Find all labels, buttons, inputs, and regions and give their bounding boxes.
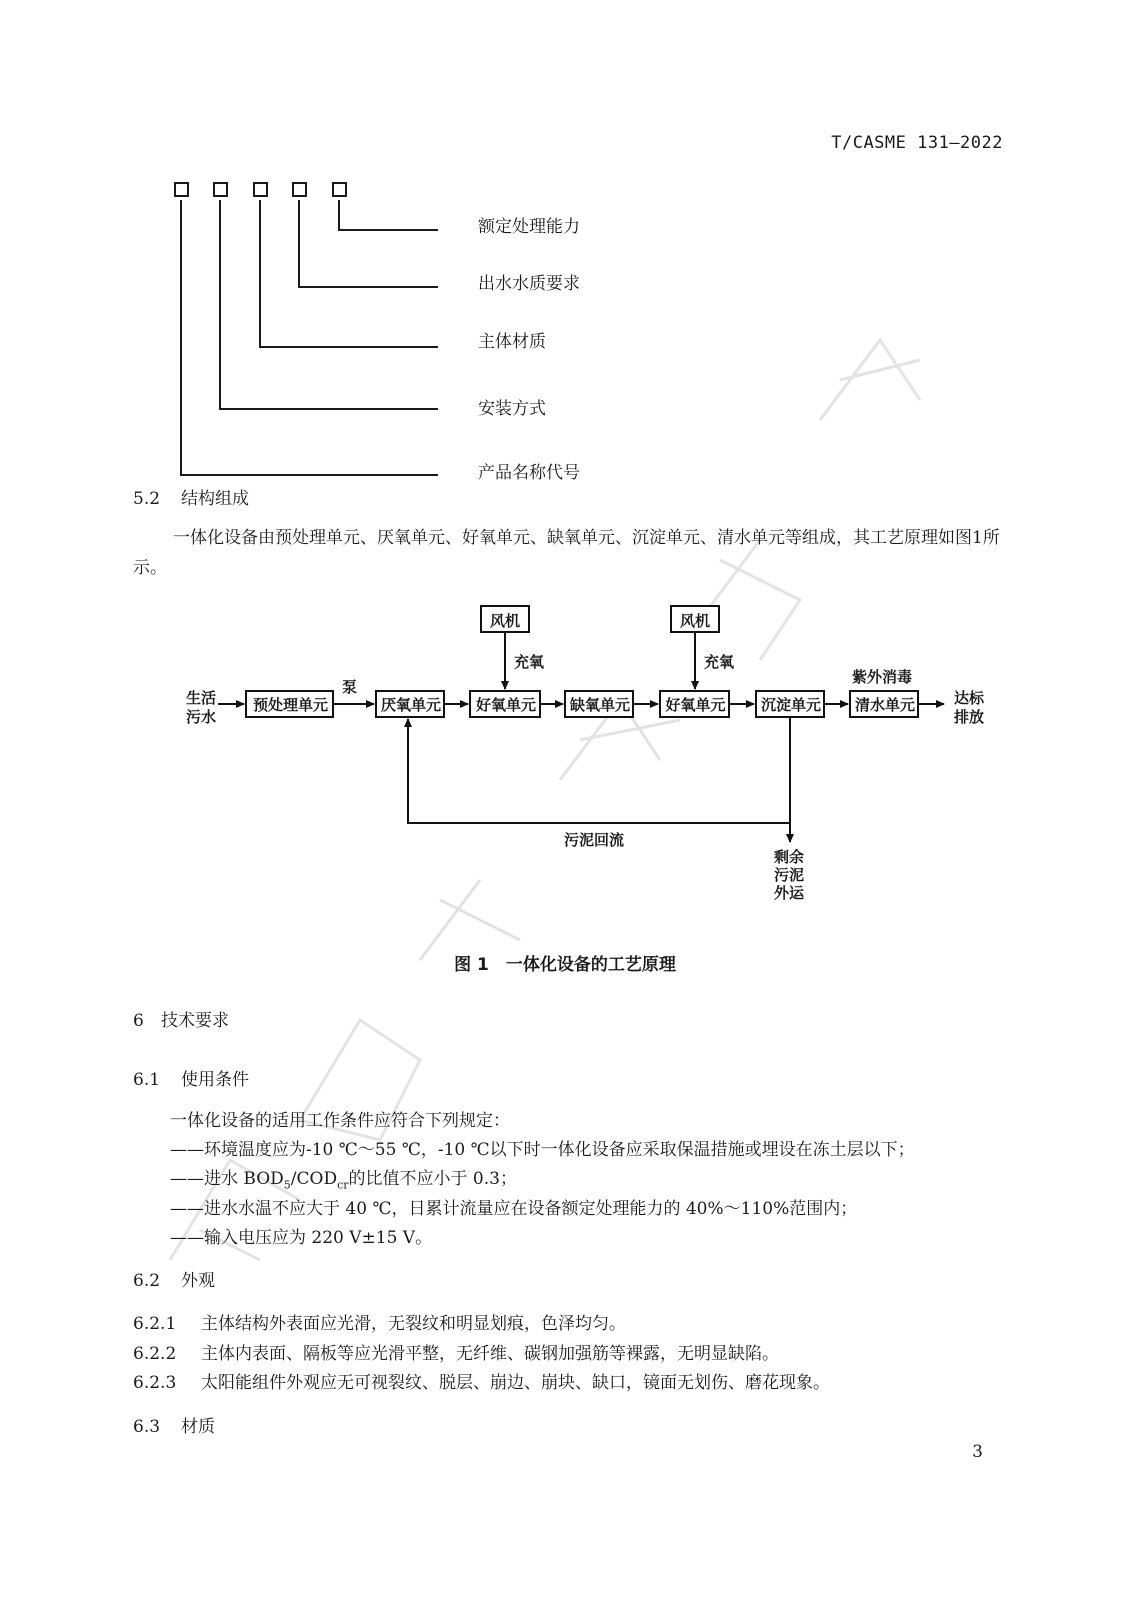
unit-label-pretreatment: 预处理单元: [252, 696, 328, 714]
process-flow-diagram: [0, 590, 1130, 910]
code-box-2: [214, 183, 227, 196]
section-title: 结构组成: [181, 489, 249, 509]
unit-label-aerobic-1: 好氧单元: [475, 696, 536, 714]
section-number: 6: [133, 1011, 144, 1031]
leader-line-2: [220, 200, 438, 409]
leader-line-3: [260, 200, 438, 347]
flow-blower-1: 风机: [490, 612, 521, 630]
section-5-2-paragraph: 一体化设备由预处理单元、厌氧单元、好氧单元、缺氧单元、沉淀单元、清水单元等组成，其工艺原理如图1所示。: [133, 528, 1000, 578]
unit-label-sedimentation: 沉淀单元: [760, 696, 821, 714]
flow-output-top: 达标: [954, 689, 985, 707]
condition-water-temp: ——进水水温不应大于 40 ℃，日累计流量应在设备额定处理能力的 40%～110%范围内；: [170, 1199, 858, 1219]
section-title: 技术要求: [161, 1011, 229, 1031]
conditions-intro: 一体化设备的适用工作条件应符合下列规定：: [170, 1111, 510, 1131]
code-label-installation: 安装方式: [478, 399, 546, 419]
clause-6-2-1: 6.2.1 主体结构外表面应光滑，无裂纹和明显划痕，色泽均匀。: [133, 1314, 626, 1334]
section-title: 材质: [181, 1417, 215, 1437]
code-label-effluent: 出水水质要求: [478, 274, 580, 294]
section-number: 6.1: [133, 1070, 161, 1090]
code-box-5: [333, 183, 346, 196]
clause-6-2-2: 6.2.2 主体内表面、隔板等应光滑平整，无纤维、碳钢加强筋等裸露，无明显缺陷。: [133, 1344, 779, 1364]
flow-return-label: 污泥回流: [564, 831, 625, 849]
section-6-2-heading: [133, 1266, 215, 1291]
code-label-product: 产品名称代号: [478, 463, 580, 483]
section-title: 外观: [181, 1271, 215, 1291]
flow-blower-2: 风机: [680, 612, 711, 630]
flow-aeration-2: 充氧: [704, 653, 735, 671]
page-number: 3: [972, 1442, 983, 1462]
document-code: T/CASME 131—2022: [831, 133, 1003, 153]
flow-excess-1: 剩余: [774, 848, 805, 866]
leader-line-4: [299, 200, 438, 287]
unit-label-anoxic: 缺氧单元: [569, 696, 630, 714]
unit-label-anaerobic: 厌氧单元: [380, 696, 441, 714]
figure-caption: 图 1 一体化设备的工艺原理: [454, 955, 676, 975]
flow-output-bottom: 排放: [954, 708, 985, 726]
code-box-3: [254, 183, 267, 196]
unit-label-aerobic-2: 好氧单元: [665, 696, 726, 714]
flow-excess-2: 污泥: [774, 866, 805, 884]
unit-label-clear-water: 清水单元: [854, 696, 915, 714]
section-6-3-heading: [133, 1412, 215, 1437]
flow-excess-3: 外运: [774, 884, 805, 902]
section-6-1-heading: [133, 1065, 249, 1090]
code-label-capacity: 额定处理能力: [478, 217, 580, 237]
section-number: 5.2: [133, 489, 161, 509]
code-box-1: [175, 183, 188, 196]
section-6-heading: [133, 1006, 229, 1031]
flow-aeration-1: 充氧: [514, 653, 545, 671]
code-designation-diagram: [0, 0, 1130, 500]
section-number: 6.3: [133, 1417, 161, 1437]
flow-input-bottom: 污水: [186, 708, 217, 726]
section-5-2-heading: [133, 484, 249, 509]
condition-voltage: ——输入电压应为 220 V±15 V。: [170, 1228, 433, 1248]
leader-line-5: [339, 200, 438, 230]
section-number: 6.2: [133, 1271, 161, 1291]
condition-temperature: ——环境温度应为-10 ℃～55 ℃，-10 ℃以下时一体化设备应采取保温措施或埋设在冻土层以下；: [170, 1140, 915, 1160]
flow-pump-label: 泵: [342, 678, 358, 696]
code-label-material: 主体材质: [478, 332, 546, 352]
code-box-4: [293, 183, 306, 196]
flow-input-top: 生活: [186, 689, 217, 707]
section-title: 使用条件: [181, 1070, 249, 1090]
clause-6-2-3: 6.2.3 太阳能组件外观应无可视裂纹、脱层、崩边、崩块、缺口，镜面无划伤、磨花现象。: [133, 1373, 830, 1393]
condition-bod-cod: ——进水 $BOD_5/COD_{cr}$的比值不应小于 0.3；: [170, 1169, 517, 1192]
flow-uv-label: 紫外消毒: [852, 668, 913, 686]
